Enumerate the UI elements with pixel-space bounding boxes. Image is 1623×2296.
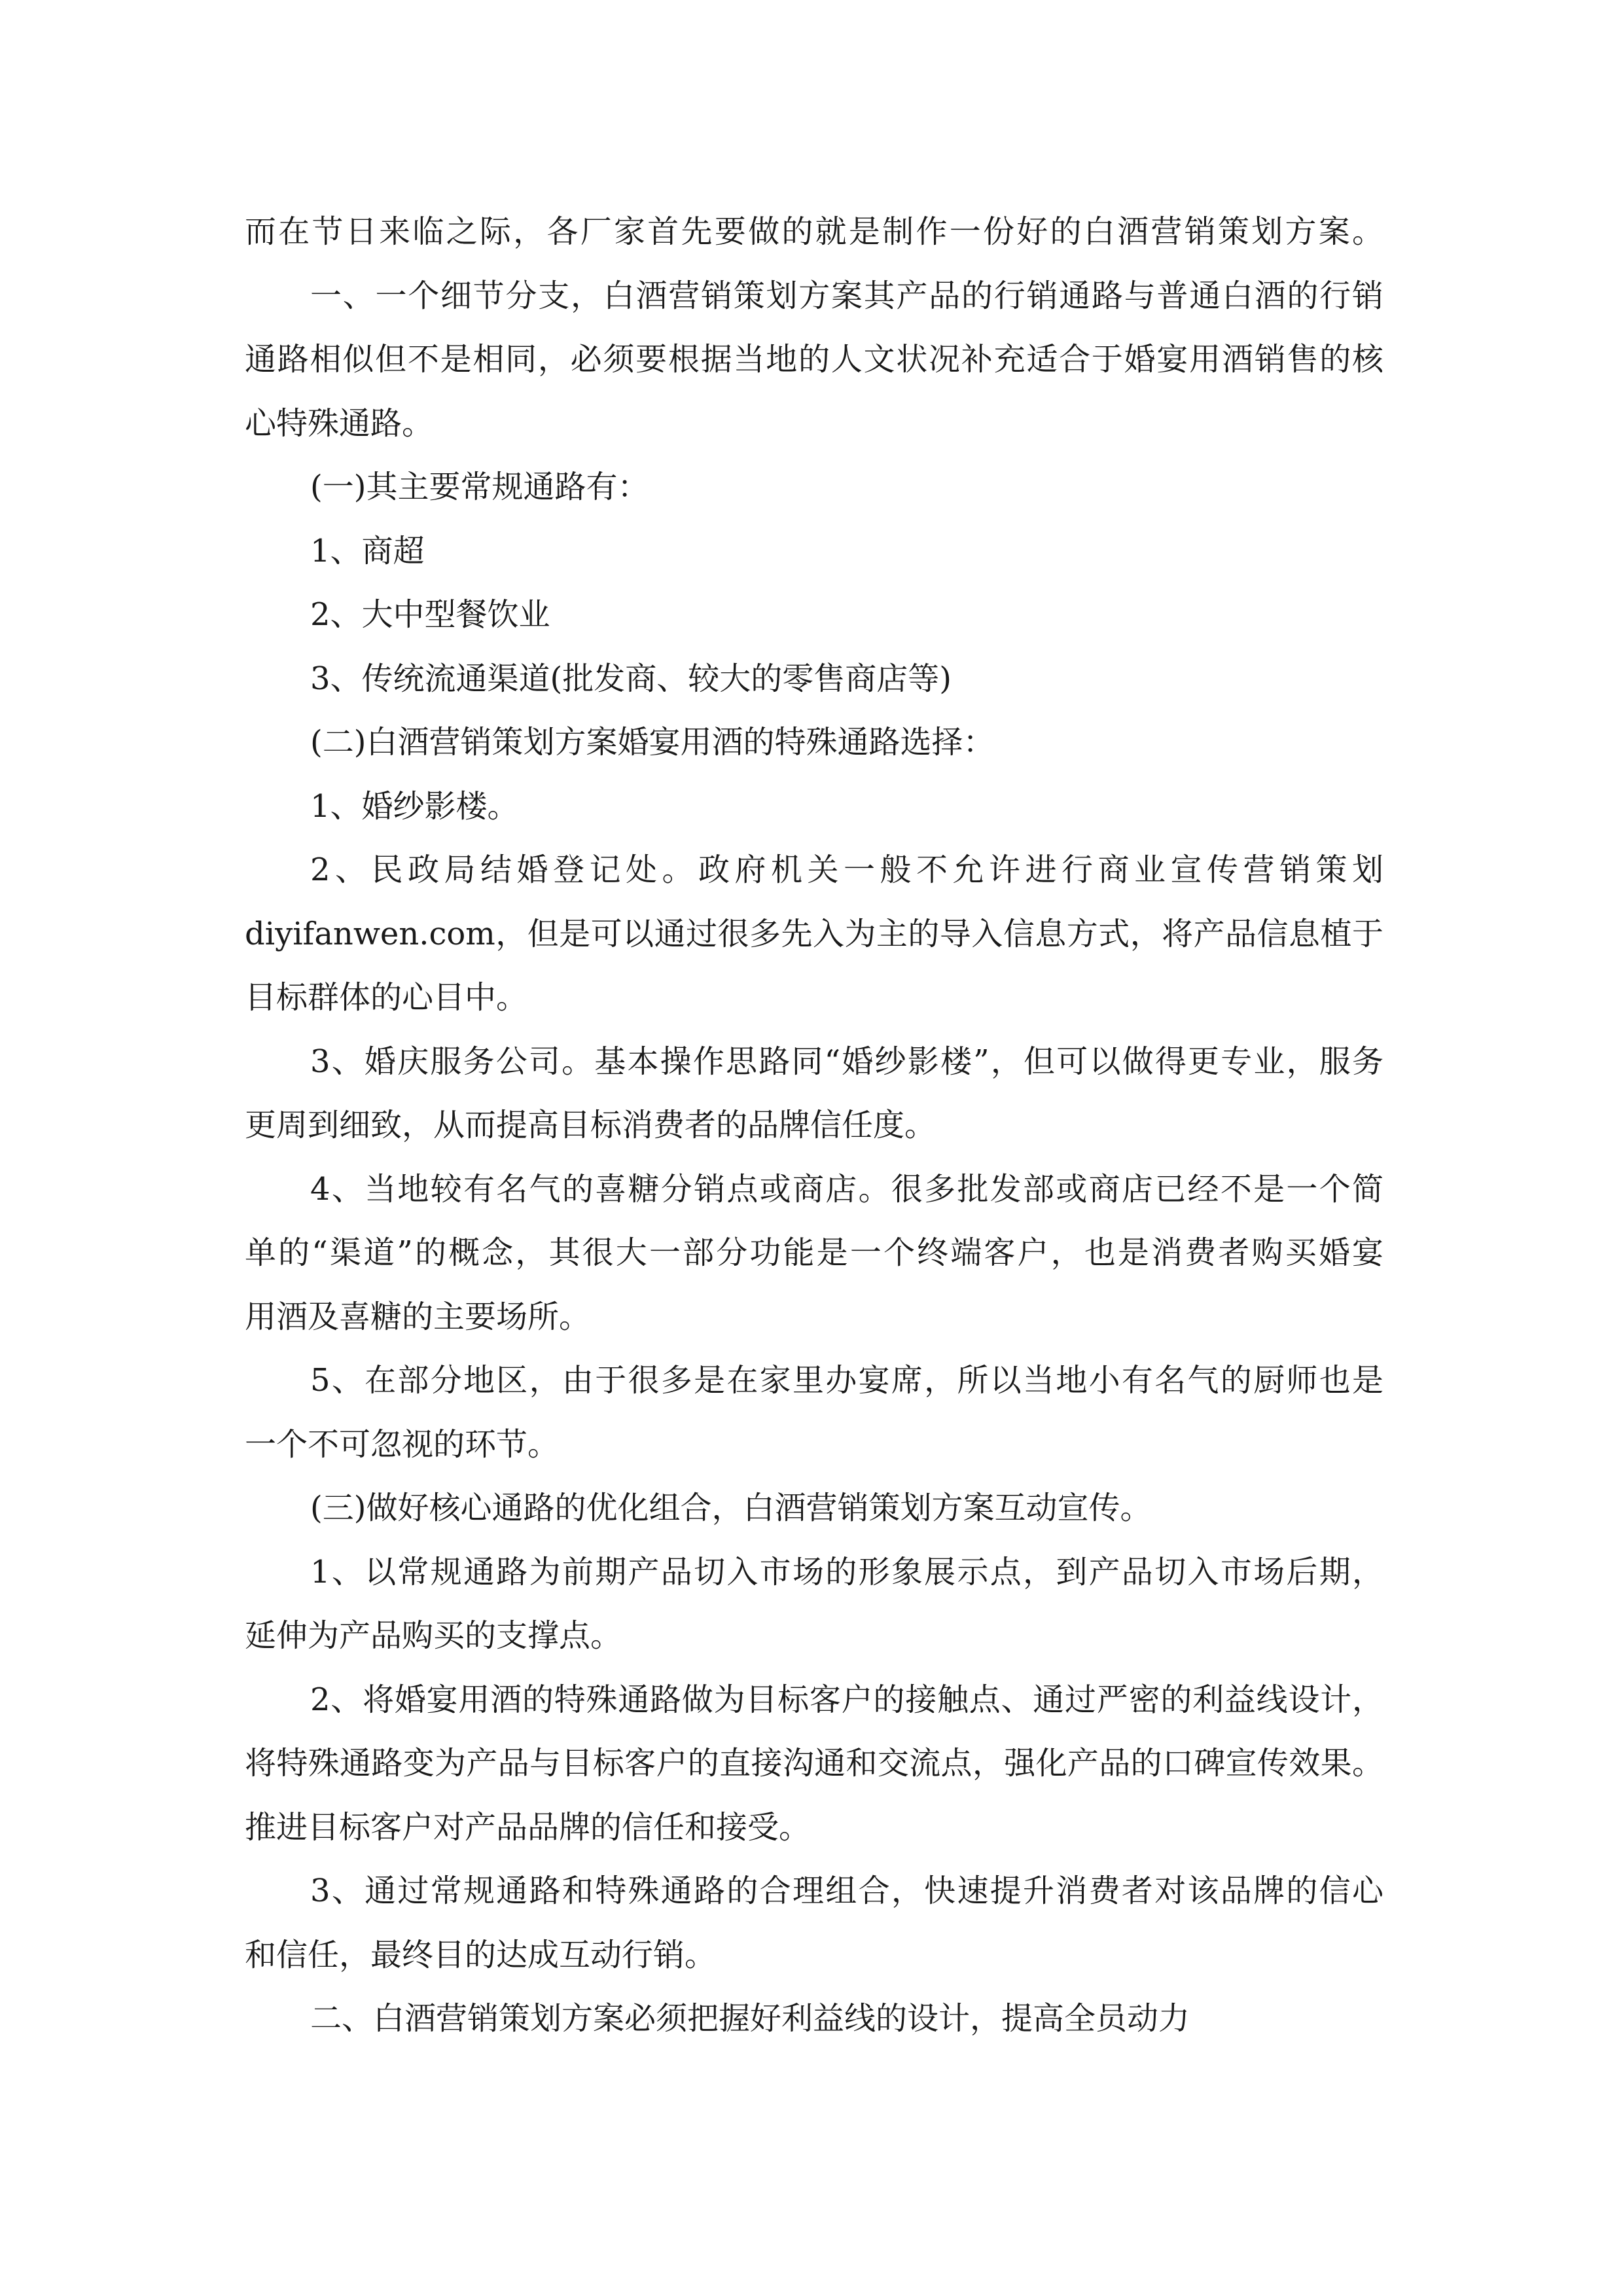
paragraph-line: 单的“渠道”的概念，其很大一部分功能是一个终端客户，也是消费者购买婚宴 [245, 1234, 1383, 1271]
paragraph-line: 推进目标客户对产品品牌的信任和接受。 [245, 1808, 811, 1846]
list-item: 2、民政局结婚登记处。政府机关一般不允许进行商业宣传营销策划 [310, 852, 1383, 888]
paragraph-line: 而在节日来临之际，各厂家首先要做的就是制作一份好的白酒营销策划方案。 [245, 213, 1383, 250]
list-item: 2、大中型餐饮业 [310, 596, 550, 633]
paragraph-line: 和信任，最终目的达成互动行销。 [245, 1936, 717, 1973]
section-heading: (三)做好核心通路的优化组合，白酒营销策划方案互动宣传。 [310, 1490, 1152, 1526]
list-item: 2、将婚宴用酒的特殊通路做为目标客户的接触点、通过严密的利益线设计， [310, 1681, 1383, 1718]
document-body [245, 200, 1383, 2051]
paragraph-line: 通路相似但不是相同，必须要根据当地的人文状况补充适合于婚宴用酒销售的核 [245, 341, 1383, 378]
list-item: 5、在部分地区，由于很多是在家里办宴席，所以当地小有名气的厨师也是 [310, 1362, 1383, 1399]
paragraph-line: 更周到细致，从而提高目标消费者的品牌信任度。 [245, 1107, 936, 1143]
list-item: 3、传统流通渠道(批发商、较大的零售商店等) [310, 660, 952, 697]
list-item: 1、商超 [310, 532, 425, 569]
paragraph-line: 目标群体的心目中。 [245, 979, 528, 1016]
section-heading: (一)其主要常规通路有： [310, 469, 649, 505]
paragraph-line: 用酒及喜糖的主要场所。 [245, 1298, 591, 1335]
paragraph-line: 心特殊通路。 [245, 404, 434, 442]
list-item: 4、当地较有名气的喜糖分销点或商店。很多批发部或商店已经不是一个简 [310, 1170, 1383, 1208]
list-item: 1、婚纱影楼。 [310, 787, 519, 825]
section-heading: (二)白酒营销策划方案婚宴用酒的特殊通路选择： [310, 724, 995, 761]
list-item: 1、以常规通路为前期产品切入市场的形象展示点，到产品切入市场后期， [310, 1553, 1383, 1590]
list-item: 3、通过常规通路和特殊通路的合理组合，快速提升消费者对该品牌的信心 [310, 1873, 1383, 1909]
paragraph-line: 一个不可忽视的环节。 [245, 1426, 560, 1463]
section-heading: 二、白酒营销策划方案必须把握好利益线的设计，提高全员动力 [310, 2000, 1190, 2037]
paragraph-line: 延伸为产品购买的支撑点。 [245, 1617, 622, 1654]
list-item: 3、婚庆服务公司。基本操作思路同“婚纱影楼”，但可以做得更专业，服务 [310, 1043, 1383, 1080]
paragraph-line: 一、一个细节分支，白酒营销策划方案其产品的行销通路与普通白酒的行销 [310, 277, 1383, 314]
paragraph-line: 将特殊通路变为产品与目标客户的直接沟通和交流点，强化产品的口碑宣传效果。 [245, 1745, 1383, 1782]
paragraph-line: diyifanwen.com，但是可以通过很多先入为主的导入信息方式，将产品信息植于 [245, 915, 1383, 952]
